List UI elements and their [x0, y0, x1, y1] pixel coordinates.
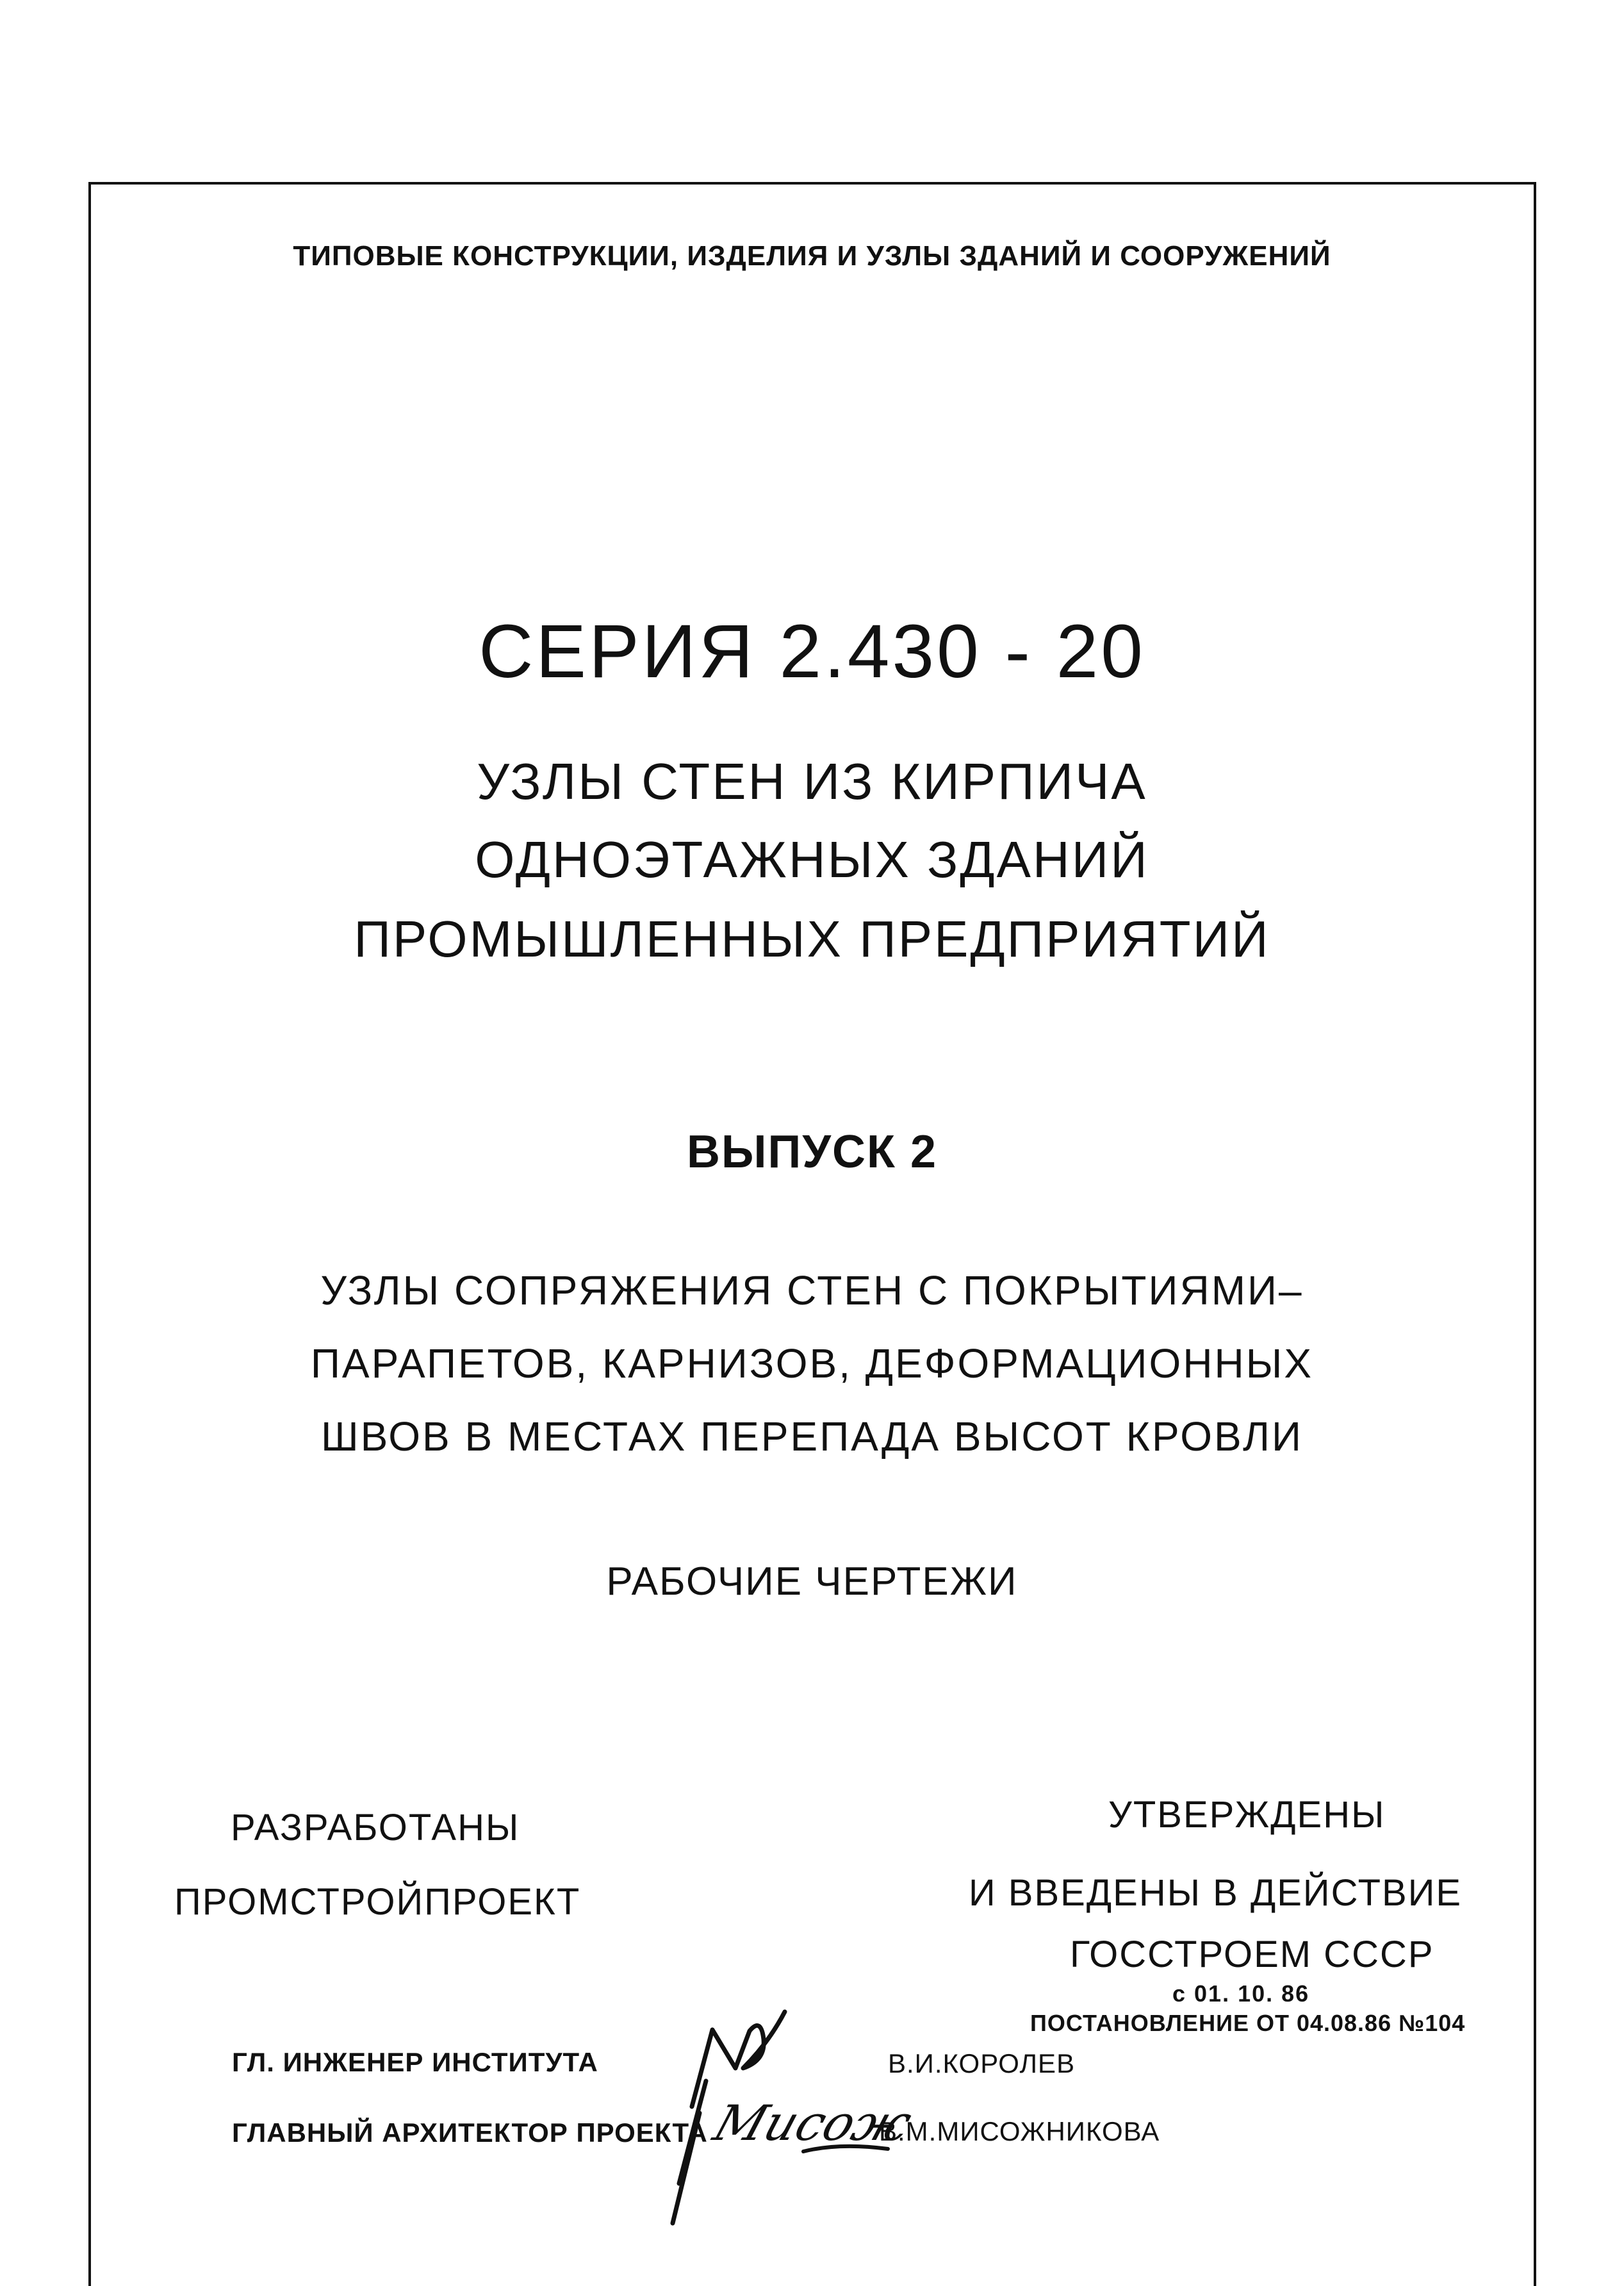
chief-engineer-role: ГЛ. ИНЖЕНЕР ИНСТИТУТА [232, 2047, 598, 2077]
header-text: ТИПОВЫЕ КОНСТРУКЦИИ, ИЗДЕЛИЯ И УЗЛЫ ЗДАНИЙ И СООРУЖЕНИЙ [293, 240, 1331, 272]
developer-org: ПРОМСТРОЙПРОЕКТ [174, 1881, 581, 1923]
chief-engineer-name: В.И.КОРОЛЕВ [888, 2048, 1076, 2078]
approved-enacted: И ВВЕДЕНЫ В ДЕЙСТВИЕ [969, 1872, 1463, 1914]
effective-date: с 01. 10. 86 [1172, 1980, 1310, 2007]
issue-number: ВЫПУСК 2 [686, 1126, 937, 1178]
frame-top-border [88, 182, 1536, 185]
signature-underline [801, 2141, 890, 2157]
title-line-3: ПРОМЫШЛЕННЫХ ПРЕДПРИЯТИЙ [354, 910, 1270, 967]
decree-reference: ПОСТАНОВЛЕНИЕ ОТ 04.08.86 №104 [1030, 2010, 1466, 2036]
subtitle-line-2: ПАРАПЕТОВ, КАРНИЗОВ, ДЕФОРМАЦИОННЫХ [310, 1340, 1314, 1386]
subtitle-line-3: ШВОВ В МЕСТАХ ПЕРЕПАДА ВЫСОТ КРОВЛИ [321, 1413, 1303, 1460]
developed-label: РАЗРАБОТАНЫ [231, 1807, 520, 1848]
approved-authority: ГОССТРОЕМ СССР [1070, 1934, 1434, 1975]
chief-architect-signature [707, 2094, 919, 2151]
chief-architect-role: ГЛАВНЫЙ АРХИТЕКТОР ПРОЕКТА [232, 2117, 708, 2148]
signature-text: Мисож [707, 2094, 919, 2151]
subtitle-line-1: УЗЛЫ СОПРЯЖЕНИЯ СТЕН С ПОКРЫТИЯМИ– [320, 1267, 1304, 1313]
series-number: СЕРИЯ 2.430 - 20 [479, 609, 1145, 694]
approved-label: УТВЕРЖДЕНЫ [1108, 1794, 1386, 1836]
frame-right-border [1534, 182, 1536, 2286]
title-line-2: ОДНОЭТАЖНЫХ ЗДАНИЙ [475, 831, 1149, 888]
document-type: РАБОЧИЕ ЧЕРТЕЖИ [606, 1559, 1018, 1604]
chief-architect-name: В.М.МИСОЖНИКОВА [879, 2116, 1160, 2146]
frame-left-border [88, 182, 91, 2286]
title-line-1: УЗЛЫ СТЕН ИЗ КИРПИЧА [477, 753, 1147, 810]
